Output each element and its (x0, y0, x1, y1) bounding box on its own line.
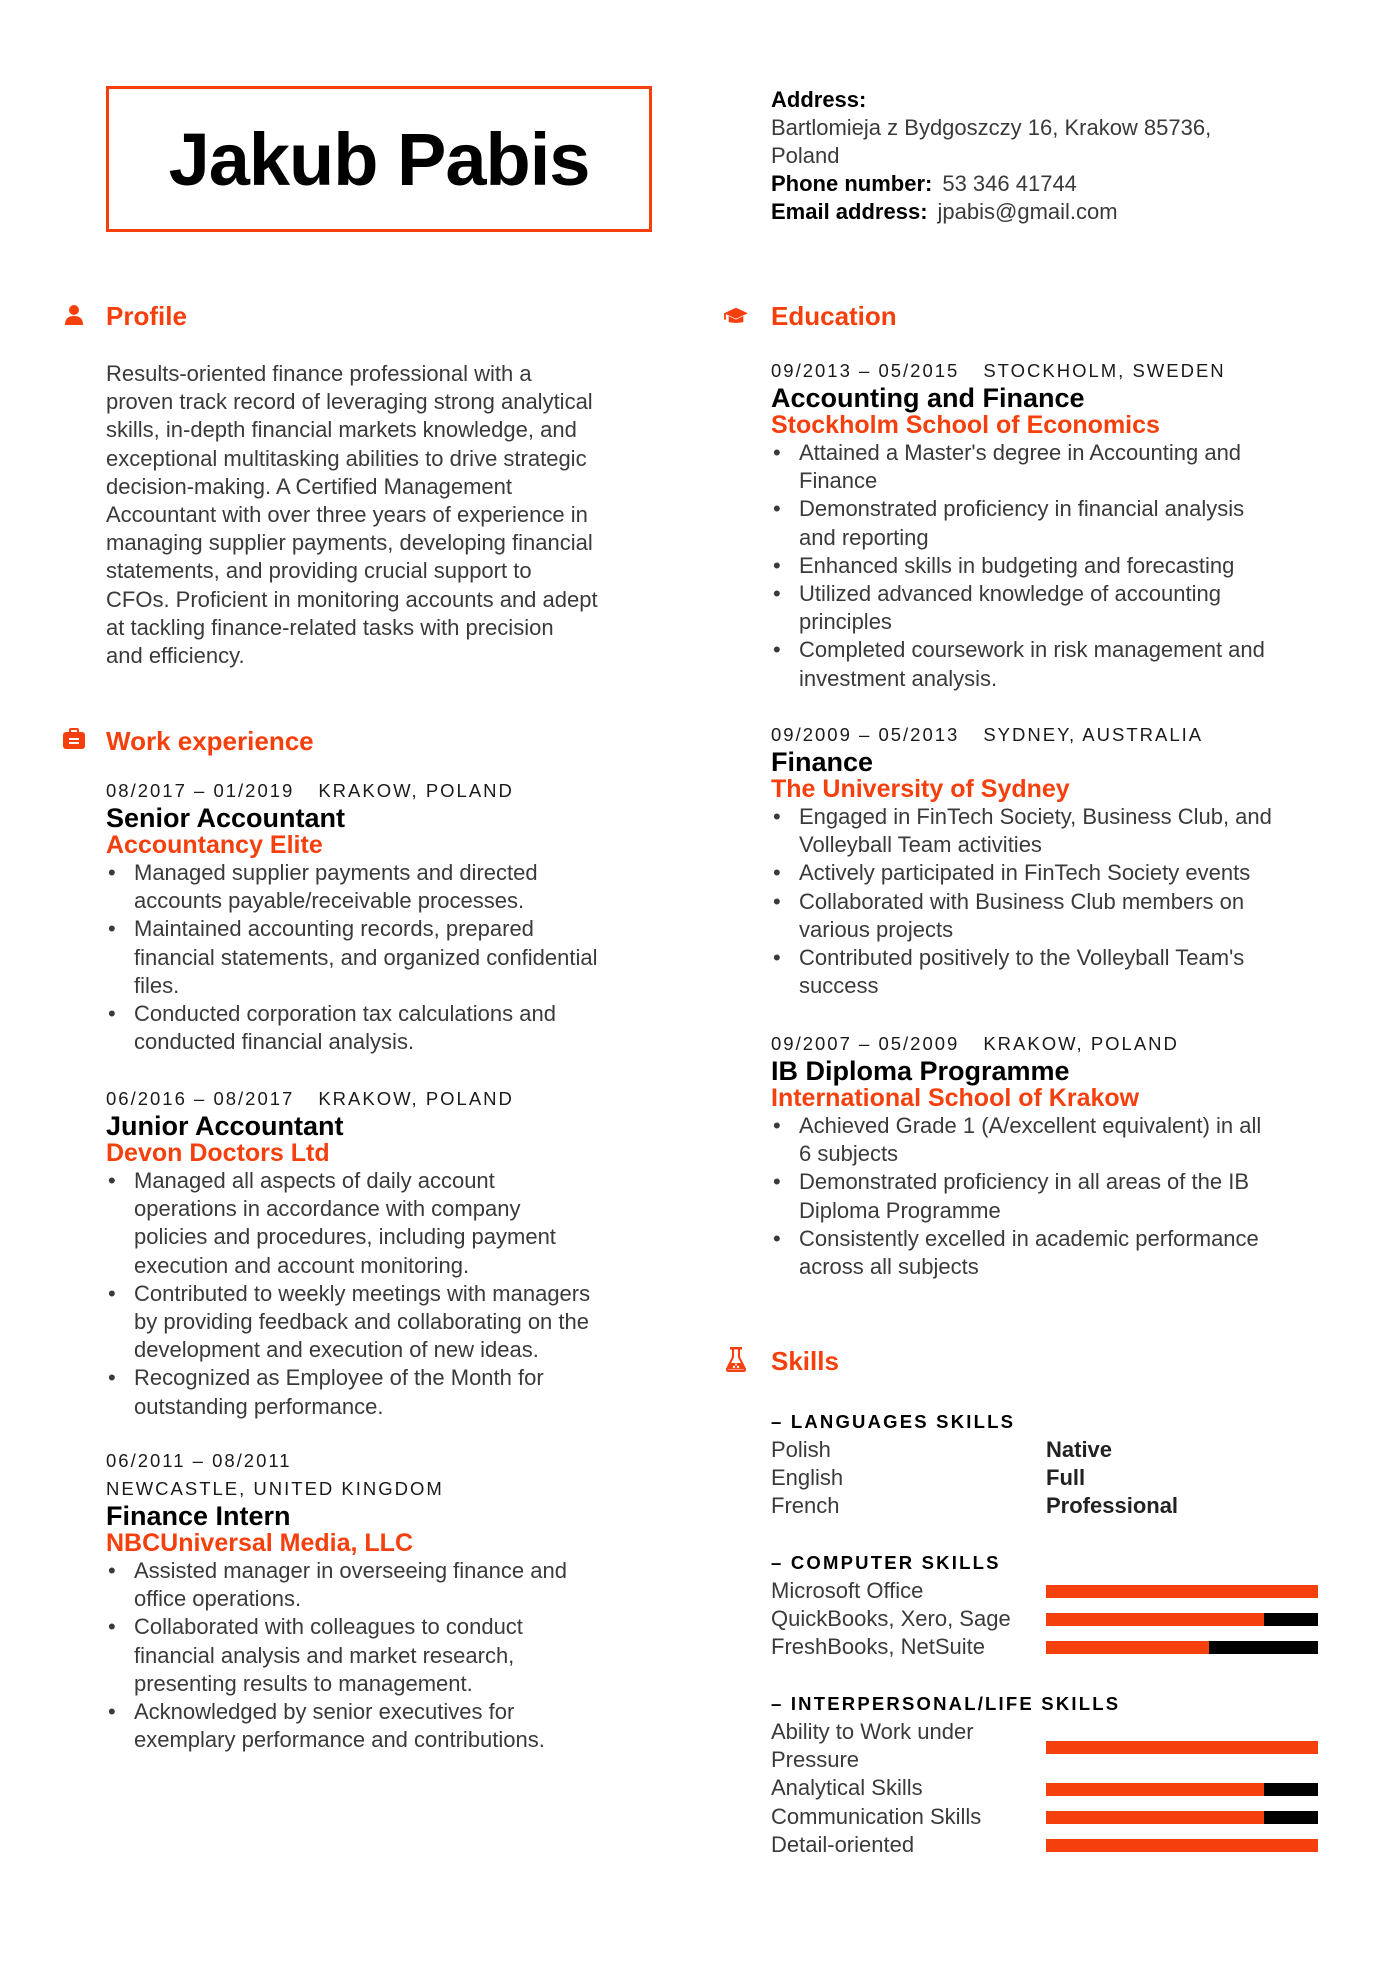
email-value: jpabis@gmail.com (937, 199, 1118, 224)
skill-bar-fill (1046, 1641, 1209, 1654)
bullet-list (771, 1112, 1331, 1281)
entry-dates: 08/2017 – 01/2019 (106, 780, 295, 801)
bullet-line: principles (799, 609, 892, 635)
computer-skill-name: Microsoft Office (771, 1578, 924, 1603)
skill-name-line: Detail-oriented (771, 1831, 915, 1857)
skill-bar-fill (1046, 1585, 1318, 1598)
profile-line: proven track record of leveraging strong analytical (106, 389, 593, 415)
bullet-line: Diploma Programme (799, 1197, 1001, 1223)
entry-meta (106, 777, 686, 805)
interpersonal-skill-bar (1046, 1811, 1318, 1824)
entry-dates: 06/2011 – 08/2011 (106, 1450, 292, 1471)
bullet-item (771, 1225, 1331, 1281)
bullet-line: • Consistently excelled in academic performance (799, 1225, 1259, 1251)
bullet-line: development and execution of new ideas. (134, 1337, 539, 1363)
bullet-item (771, 580, 1331, 636)
interpersonal-skills-heading: – INTERPERSONAL/LIFE SKILLS (771, 1693, 1121, 1714)
bullet-line: 6 subjects (799, 1141, 899, 1167)
bullet-item (106, 1613, 686, 1698)
interpersonal-skill-name (771, 1774, 1021, 1802)
skills-heading: Skills (771, 1346, 839, 1376)
bullet-item (771, 803, 1331, 859)
entry-meta (106, 1085, 686, 1113)
entry-meta (771, 721, 1331, 749)
bullet-item (106, 1364, 686, 1420)
bullet-item (771, 439, 1331, 495)
skill-bar-fill (1046, 1783, 1264, 1796)
bullet-line: • Engaged in FinTech Society, Business Club, and (799, 804, 1272, 829)
entry-dates: 09/2007 – 05/2009 (771, 1033, 960, 1054)
profile-line: statements, and providing crucial support to (106, 558, 532, 584)
language-name: French (771, 1493, 840, 1519)
entry-dates: 09/2013 – 05/2015 (771, 360, 960, 381)
profile-icon-wrap (62, 303, 86, 332)
bullet-item (771, 944, 1331, 1000)
candidate-name: Jakub Pabis (168, 118, 590, 201)
entry-meta (771, 1030, 1331, 1058)
computer-skills-heading: – COMPUTER SKILLS (771, 1552, 1001, 1573)
bullet-line: outstanding performance. (134, 1393, 384, 1419)
language-level: Native (1046, 1437, 1113, 1462)
skill-name-line: Communication Skills (771, 1803, 982, 1829)
profile-line: CFOs. Proficient in monitoring accounts and adept (106, 586, 598, 612)
bullet-line: • Demonstrated proficiency in financial analysis (799, 496, 1245, 522)
bullet-line: accounts payable/receivable processes. (134, 888, 525, 914)
bullet-line: • Achieved Grade 1 (A/excellent equivalent) in all (799, 1113, 1262, 1138)
profile-line: Results-oriented finance professional with a (106, 361, 532, 386)
bullet-line: • Contributed positively to the Volleyball Team's (799, 945, 1245, 971)
bullet-line: • Enhanced skills in budgeting and forecasting (799, 552, 1235, 578)
bullet-line: • Collaborated with Business Club members on (799, 888, 1245, 914)
profile-heading: Profile (106, 301, 187, 331)
bullet-line: financial analysis and market research, (134, 1642, 515, 1668)
interpersonal-skill-name (771, 1831, 1021, 1859)
bullet-line: • Conducted corporation tax calculations and (134, 1001, 556, 1027)
entry (771, 1030, 1331, 1281)
phone-label: Phone number: (771, 171, 933, 196)
skill-name-line: Analytical Skills (771, 1775, 923, 1801)
skill-bar-fill (1046, 1741, 1318, 1754)
entry (771, 357, 1331, 693)
entry-organization: Stockholm School of Economics (771, 411, 1160, 439)
bullet-list (106, 859, 686, 1056)
bullet-item (771, 1112, 1331, 1168)
languages-skills-heading: – LANGUAGES SKILLS (771, 1411, 1016, 1432)
education-heading: Education (771, 301, 897, 331)
profile-line: exceptional multitasking abilities to drive strategic (106, 445, 587, 471)
bullet-item (106, 1280, 686, 1365)
bullet-line: • Managed all aspects of daily account (134, 1168, 495, 1193)
entry-location: KRAKOW, POLAND (318, 780, 514, 801)
computer-skill-bar (1046, 1613, 1318, 1626)
entry-title: IB Diploma Programme (771, 1056, 1070, 1086)
entry-location: STOCKHOLM, SWEDEN (983, 360, 1226, 381)
entry-title: Accounting and Finance (771, 383, 1085, 413)
bullet-line: • Assisted manager in overseeing finance and (134, 1558, 567, 1583)
skill-bar-fill (1046, 1839, 1318, 1852)
language-name: English (771, 1465, 844, 1491)
language-level: Full (1046, 1465, 1086, 1491)
skill-name-line: Pressure (771, 1747, 860, 1773)
address-line-1: Bartlomieja z Bydgoszczy 16, Krakow 85736, (771, 115, 1212, 140)
bullet-line: operations in accordance with company (134, 1196, 521, 1222)
bullet-line: various projects (799, 916, 954, 942)
profile-line: decision-making. A Certified Management (106, 473, 512, 499)
bullet-line: • Demonstrated proficiency in all areas of the IB (799, 1169, 1250, 1195)
entry-dates: 06/2016 – 08/2017 (106, 1088, 295, 1109)
computer-skill-bar (1046, 1641, 1318, 1654)
entry-title: Senior Accountant (106, 803, 346, 833)
entry-location: KRAKOW, POLAND (983, 1033, 1179, 1054)
bullet-line: • Managed supplier payments and directed (134, 860, 538, 885)
address-label: Address: (771, 87, 867, 112)
bullet-line: • Maintained accounting records, prepared (134, 916, 534, 942)
work-icon-wrap (62, 727, 86, 756)
entry (106, 1447, 686, 1754)
bullet-line: investment analysis. (799, 665, 998, 691)
entry-title: Junior Accountant (106, 1111, 344, 1141)
skill-bar-fill (1046, 1811, 1264, 1824)
bullet-line: • Utilized advanced knowledge of accounting (799, 581, 1221, 607)
graduation-cap-icon (722, 305, 750, 327)
computer-skill-name: QuickBooks, Xero, Sage (771, 1606, 1011, 1632)
bullet-line: • Acknowledged by senior executives for (134, 1699, 515, 1725)
bullet-item (771, 1168, 1331, 1224)
user-icon (62, 303, 86, 327)
bullet-item (106, 1167, 686, 1280)
entry-dates: 09/2009 – 05/2013 (771, 724, 960, 745)
entry-location: KRAKOW, POLAND (318, 1088, 514, 1109)
interpersonal-skill-name (771, 1718, 1021, 1774)
entry-organization: Devon Doctors Ltd (106, 1139, 330, 1167)
bullet-line: • Completed coursework in risk management and (799, 637, 1265, 663)
bullet-line: presenting results to management. (134, 1670, 473, 1696)
bullet-item (106, 915, 686, 1000)
entry-location: SYDNEY, AUSTRALIA (983, 724, 1204, 745)
interpersonal-skill-bar (1046, 1839, 1318, 1852)
skill-name-line: Ability to Work under (771, 1719, 974, 1744)
bullet-line: and reporting (799, 524, 929, 550)
bullet-line: • Actively participated in FinTech Society events (799, 860, 1251, 886)
bullet-item (771, 859, 1331, 887)
profile-line: at tackling finance-related tasks with precision (106, 614, 554, 640)
entry-title: Finance (771, 747, 874, 777)
skills-icon-wrap (726, 1346, 746, 1377)
language-name: Polish (771, 1437, 831, 1462)
bullet-item (771, 552, 1331, 580)
bullet-line: exemplary performance and contributions. (134, 1727, 545, 1753)
entry-organization: Accountancy Elite (106, 831, 323, 859)
bullet-line: across all subjects (799, 1254, 979, 1280)
interpersonal-skill-name (771, 1803, 1021, 1831)
bullet-line: policies and procedures, including payment (134, 1224, 556, 1250)
bullet-line: financial statements, and organized confidential (134, 944, 598, 970)
profile-line: and efficiency. (106, 643, 245, 669)
bullet-item (771, 495, 1331, 551)
entry (106, 777, 686, 1056)
bullet-item (106, 1557, 686, 1613)
bullet-item (106, 1000, 686, 1056)
entry-meta (771, 357, 1331, 385)
bullet-list (771, 439, 1331, 693)
skill-bar-fill (1046, 1613, 1264, 1626)
bullet-line: success (799, 973, 879, 999)
bullet-item (771, 636, 1331, 692)
email-label: Email address: (771, 199, 928, 224)
entry-title: Finance Intern (106, 1501, 291, 1531)
work-heading: Work experience (106, 726, 314, 756)
interpersonal-skill-bar (1046, 1741, 1318, 1754)
bullet-line: Finance (799, 468, 878, 494)
computer-skill-bar (1046, 1585, 1318, 1598)
bullet-list (106, 1167, 686, 1421)
bullet-line: by providing feedback and collaborating on the (134, 1309, 589, 1335)
phone-value: 53 346 41744 (942, 171, 1077, 196)
bullet-item (106, 859, 686, 915)
bullet-line: • Contributed to weekly meetings with managers (134, 1280, 591, 1306)
flask-icon (726, 1346, 746, 1372)
profile-line: managing supplier payments, developing financial (106, 530, 593, 556)
bullet-list (106, 1557, 686, 1754)
interpersonal-skill-bar (1046, 1783, 1318, 1796)
entry-organization: International School of Krakow (771, 1084, 1140, 1112)
entry (771, 721, 1331, 1000)
name-box (106, 86, 652, 232)
profile-summary (106, 360, 666, 670)
bullet-line: office operations. (134, 1586, 302, 1612)
education-icon-wrap (722, 305, 750, 332)
profile-line: skills, in-depth financial markets knowledge, and (106, 417, 577, 443)
computer-skill-name: FreshBooks, NetSuite (771, 1634, 985, 1660)
language-level: Professional (1046, 1493, 1179, 1519)
address-line-2: Poland (771, 143, 840, 168)
bullet-line: • Recognized as Employee of the Month for (134, 1365, 544, 1391)
bullet-line: conducted financial analysis. (134, 1029, 415, 1055)
profile-line: Accountant with over three years of experience in (106, 502, 588, 528)
briefcase-icon (62, 727, 86, 751)
bullet-line: execution and account monitoring. (134, 1252, 470, 1278)
bullet-list (771, 803, 1331, 1000)
bullet-item (106, 1698, 686, 1754)
entry-organization: NBCUniversal Media, LLC (106, 1529, 414, 1557)
bullet-line: files. (134, 972, 180, 998)
bullet-item (771, 888, 1331, 944)
entry-location: NEWCASTLE, UNITED KINGDOM (106, 1478, 444, 1499)
entry (106, 1085, 686, 1421)
bullet-line: • Attained a Master's degree in Accounting and (799, 440, 1242, 465)
entry-organization: The University of Sydney (771, 775, 1070, 803)
bullet-line: Volleyball Team activities (799, 832, 1042, 858)
bullet-line: • Collaborated with colleagues to conduct (134, 1614, 523, 1640)
contact-info (771, 86, 1331, 226)
